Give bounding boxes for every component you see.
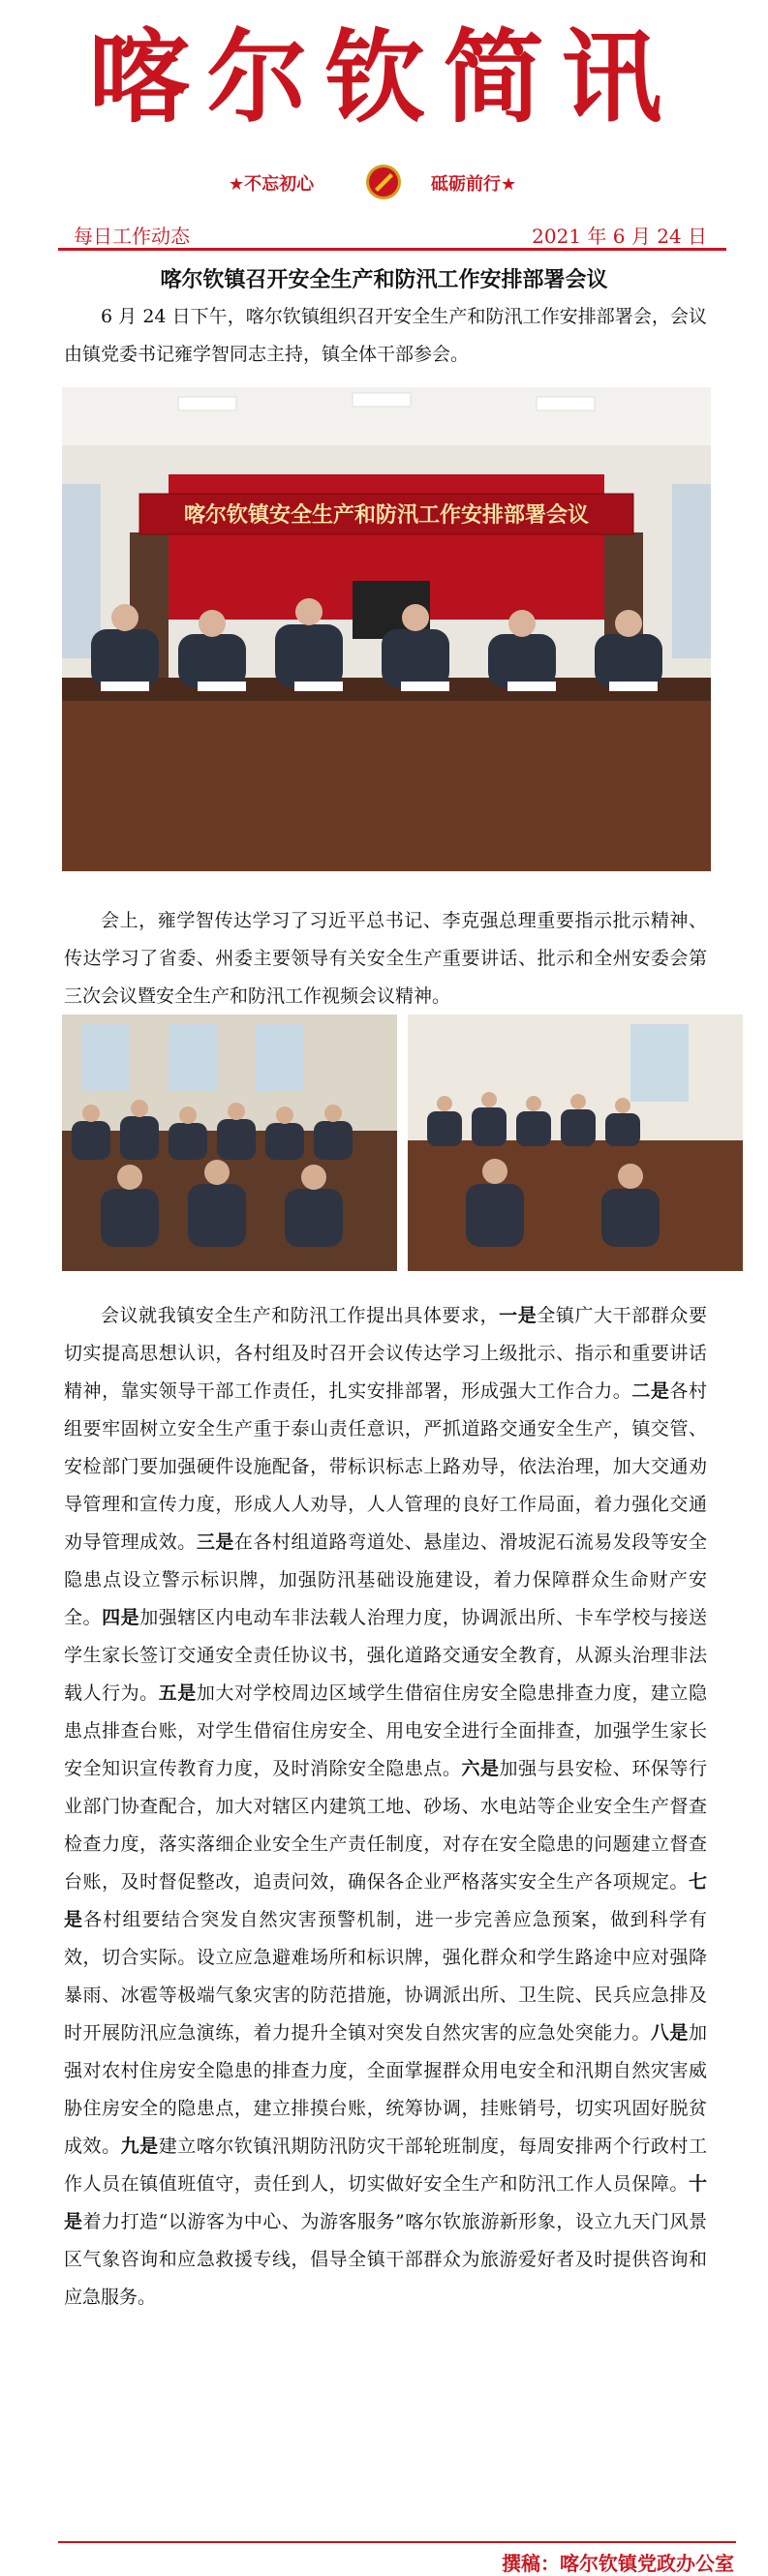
item-4-text: 加强辖区内电动车非法载人治理力度，协调派出所、卡车学校与接送学生家长签订交通安全责任协议书，强化道路交通安全教育，从源头治理非法载人行为。 xyxy=(64,1607,707,1704)
item-1-label: 一是 xyxy=(499,1305,538,1326)
item-5-text: 加大对学校周边区域学生借宿住房安全隐患排查力度，建立隐患点排查台账，对学生借宿住房安全、用电安全进行全面排查，加强学生家长安全知识宣传教育力度，及时消除安全隐患点。 xyxy=(64,1682,707,1779)
audience-photo-left xyxy=(62,1015,397,1271)
item-7-label: 七是 xyxy=(64,1871,707,1930)
item-8-text: 加强对农村住房安全隐患的排查力度，全面掌握群众用电安全和汛期自然灾害威胁住房安全的隐患点，建立排摸台账，统筹协调，挂账销号，切实巩固好脱贫成效。 xyxy=(64,2022,707,2157)
item-10-text: 着力打造“以游客为中心、为游客服务”喀尔钦旅游新形象，设立九天门风景区气象咨询和应急救援专线，倡导全镇干部群众为旅游爱好者及时提供咨询和应急服务。 xyxy=(64,2211,707,2308)
item-2-label: 二是 xyxy=(631,1380,670,1402)
requirements-lead: 会议就我镇安全生产和防汛工作提出具体要求， xyxy=(101,1305,500,1326)
audience-right-illustration xyxy=(408,1015,743,1271)
item-8-label: 八是 xyxy=(650,2022,689,2044)
article-headline: 喀尔钦镇召开安全生产和防汛工作安排部署会议 xyxy=(160,268,608,292)
slogan-right: 砥砺前行★ xyxy=(431,174,517,195)
meeting-hall-photo xyxy=(62,387,711,871)
item-7-text: 各村组要结合突发自然灾害预警机制，进一步完善应急预案，做到科学有效，切合实际。设立应急避难场所和标识牌，强化群众和学生路途中应对强降暴雨、冰雹等极端气象灾害的防范措施，协调派出所、卫生院、民兵应急排及时开展防汛应急演练，着力提升全镇对突发自然灾害的应急处突能力。 xyxy=(64,1909,707,2044)
item-3-text: 在各村组道路弯道处、悬崖边、滑坡泥石流易发段等安全隐患点设立警示标识牌，加强防汛基础设施建设，着力保障群众生命财产安全。 xyxy=(64,1531,707,1628)
item-6-label: 六是 xyxy=(461,1758,500,1779)
requirements-paragraph xyxy=(64,1297,707,2317)
paragraph-2: 会上，雍学智传达学习了习近平总书记、李克强总理重要指示批示精神、传达学习了省委、州委主要领导有关安全生产重要讲话、批示和全州安委会第三次会议暨安全生产和防汛工作视频会议精神。 xyxy=(64,910,707,1007)
slogan-left: ★不忘初心 xyxy=(229,174,315,195)
party-emblem-icon xyxy=(364,163,403,201)
item-2-text: 各村组要牢固树立安全生产重于泰山责任意识，严抓道路交通安全生产，镇交管、安检部门要加强硬件设施配备，带标识标志上路劝导，依法治理，加大交通劝导管理和宣传力度，形成人人劝导，人人管理的良好工作局面，着力强化交通劝导管理成效。 xyxy=(64,1380,707,1553)
issue-date: 2021 年 6 月 24 日 xyxy=(532,225,707,248)
masthead-title: 喀尔钦简讯 xyxy=(88,17,680,136)
item-9-label: 九是 xyxy=(120,2136,159,2157)
dateline xyxy=(58,221,726,251)
item-3-label: 三是 xyxy=(196,1531,234,1553)
section-label: 每日工作动态 xyxy=(74,225,190,248)
audience-left-illustration xyxy=(62,1015,397,1271)
item-1-text: 全镇广大干部群众要切实提高思想认识，各村组及时召开会议传达学习上级批示、指示和重要讲话精神，靠实领导干部工作责任，扎实安排部署，形成强大工作合力。 xyxy=(64,1305,707,1402)
meeting-banner-text: 喀尔钦镇安全生产和防汛工作安排部署会议 xyxy=(183,503,590,528)
item-9-text: 建立喀尔钦镇汛期防汛防灾干部轮班制度，每周安排两个行政村工作人员在镇值班值守，责任到人，切实做好安全生产和防汛工作人员保障。 xyxy=(64,2136,707,2195)
audience-photo-right xyxy=(408,1015,743,1271)
item-5-label: 五是 xyxy=(158,1682,197,1704)
item-4-label: 四是 xyxy=(102,1607,140,1628)
footer-divider xyxy=(58,2541,736,2543)
footer-credit: 撰稿：喀尔钦镇党政办公室 xyxy=(502,2552,734,2575)
meeting-hall-illustration xyxy=(62,387,711,871)
intro-paragraph: 6 月 24 日下午，喀尔钦镇组织召开安全生产和防汛工作安排部署会，会议由镇党委书记雍学智同志主持，镇全体干部参会。 xyxy=(64,306,707,365)
item-10-label: 十是 xyxy=(64,2173,707,2232)
slogan-row xyxy=(0,163,768,201)
item-6-text: 加强与县安检、环保等行业部门协查配合，加大对辖区内建筑工地、砂场、水电站等企业安全生产督查检查力度，落实落细企业安全生产责任制度，对存在安全隐患的问题建立督查台账，及时督促整改，追责问效，确保各企业严格落实安全生产各项规定。 xyxy=(64,1758,707,1893)
